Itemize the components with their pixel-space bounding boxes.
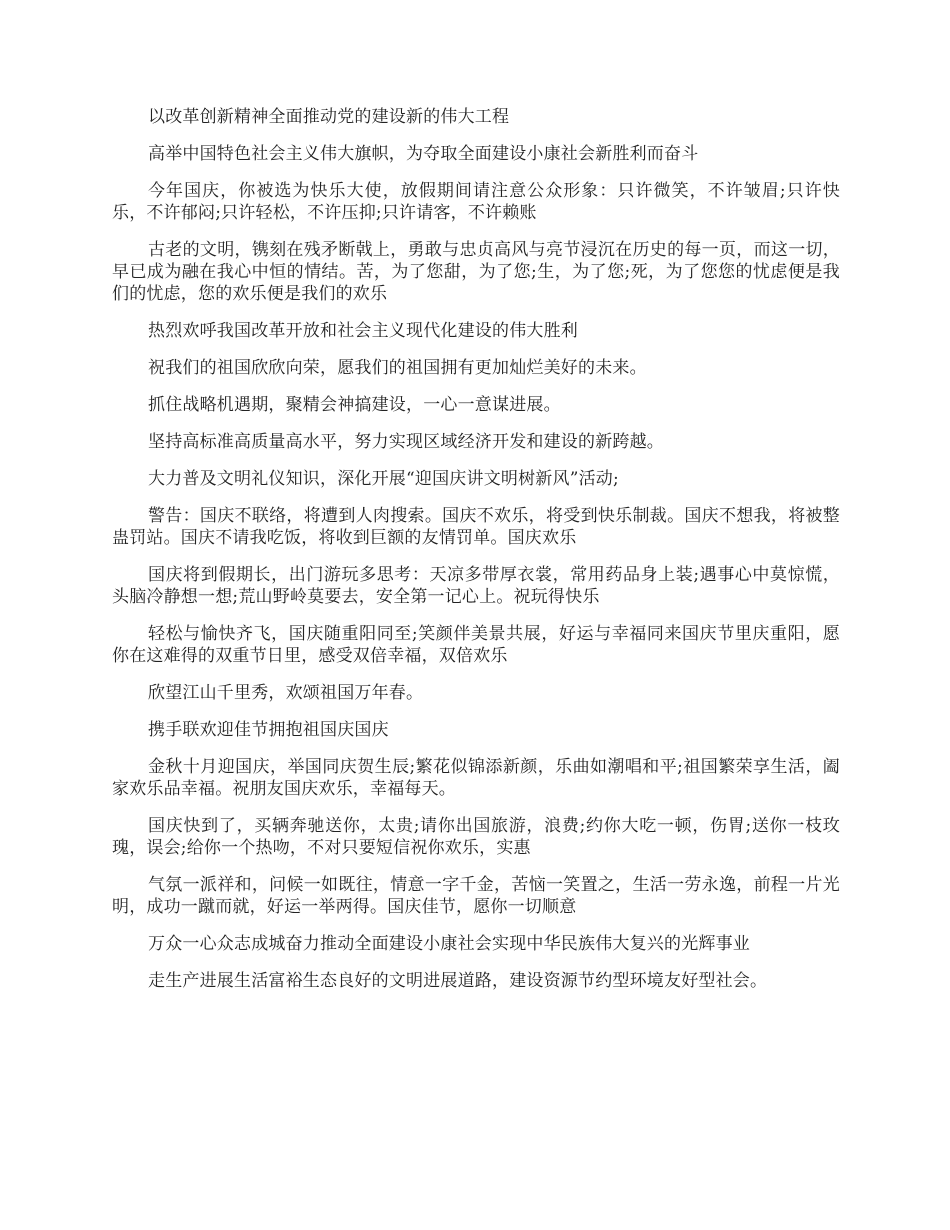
paragraph: 轻松与愉快齐飞，国庆随重阳同至;笑颜伴美景共展，好运与幸福同来国庆节里庆重阳，愿你在这难得的双重节日里，感受双倍幸福，双倍欢乐	[112, 624, 840, 666]
paragraph: 携手联欢迎佳节拥抱祖国庆国庆	[148, 720, 389, 740]
paragraph: 古老的文明，镌刻在残矛断戟上，勇敢与忠贞高风与亮节浸沉在历史的每一页，而这一切，早已成为融在我心中恒的情结。苦，为了您甜，为了您;生，为了您;死，为了您您的忧虑便是我们的忧虑，您的欢乐便是我们的欢乐	[112, 240, 840, 304]
paragraph: 金秋十月迎国庆，举国同庆贺生辰;繁花似锦添新颜，乐曲如潮唱和平;祖国繁荣享生活，阖家欢乐品幸福。祝朋友国庆欢乐，幸福每天。	[112, 757, 840, 799]
paragraph: 国庆快到了，买辆奔驰送你，太贵;请你出国旅游，浪费;约你大吃一顿，伤胃;送你一枝玫瑰，误会;给你一个热吻，不对只要短信祝你欢乐，实惠	[112, 816, 840, 858]
document-page	[112, 106, 840, 1007]
paragraph: 欣望江山千里秀，欢颂祖国万年春。	[148, 683, 424, 703]
paragraph: 国庆将到假期长，出门游玩多思考：天凉多带厚衣裳，常用药品身上装;遇事心中莫惊慌，头脑冷静想一想;荒山野岭莫要去，安全第一记心上。祝玩得快乐	[112, 565, 840, 607]
paragraph: 走生产进展生活富裕生态良好的文明进展道路，建设资源节约型环境友好型社会。	[148, 971, 768, 991]
paragraph: 大力普及文明礼仪知识，深化开展“迎国庆讲文明树新风”活动;	[148, 469, 619, 489]
paragraph: 万众一心众志成城奋力推动全面建设小康社会实现中华民族伟大复兴的光辉事业	[148, 934, 750, 954]
paragraph: 以改革创新精神全面推动党的建设新的伟大工程	[148, 107, 510, 127]
paragraph: 高举中国特色社会主义伟大旗帜，为夺取全面建设小康社会新胜利而奋斗	[148, 144, 699, 164]
paragraph: 祝我们的祖国欣欣向荣，愿我们的祖国拥有更加灿烂美好的未来。	[148, 358, 647, 378]
paragraph: 坚持高标准高质量高水平，努力实现区域经济开发和建设的新跨越。	[148, 432, 664, 452]
paragraph: 热烈欢呼我国改革开放和社会主义现代化建设的伟大胜利	[148, 321, 578, 341]
paragraph: 警告：国庆不联络，将遭到人肉搜索。国庆不欢乐，将受到快乐制裁。国庆不想我，将被整蛊罚站。国庆不请我吃饭，将收到巨额的友情罚单。国庆欢乐	[112, 506, 840, 548]
paragraph: 气氛一派祥和，问候一如既往，情意一字千金，苦恼一笑置之，生活一劳永逸，前程一片光明，成功一蹴而就，好运一举两得。国庆佳节，愿你一切顺意	[112, 875, 840, 917]
paragraph: 抓住战略机遇期，聚精会神搞建设，一心一意谋进展。	[148, 395, 561, 415]
paragraph: 今年国庆，你被选为快乐大使，放假期间请注意公众形象：只许微笑，不许皱眉;只许快乐，不许郁闷;只许轻松，不许压抑;只许请客，不许赖账	[112, 181, 840, 223]
